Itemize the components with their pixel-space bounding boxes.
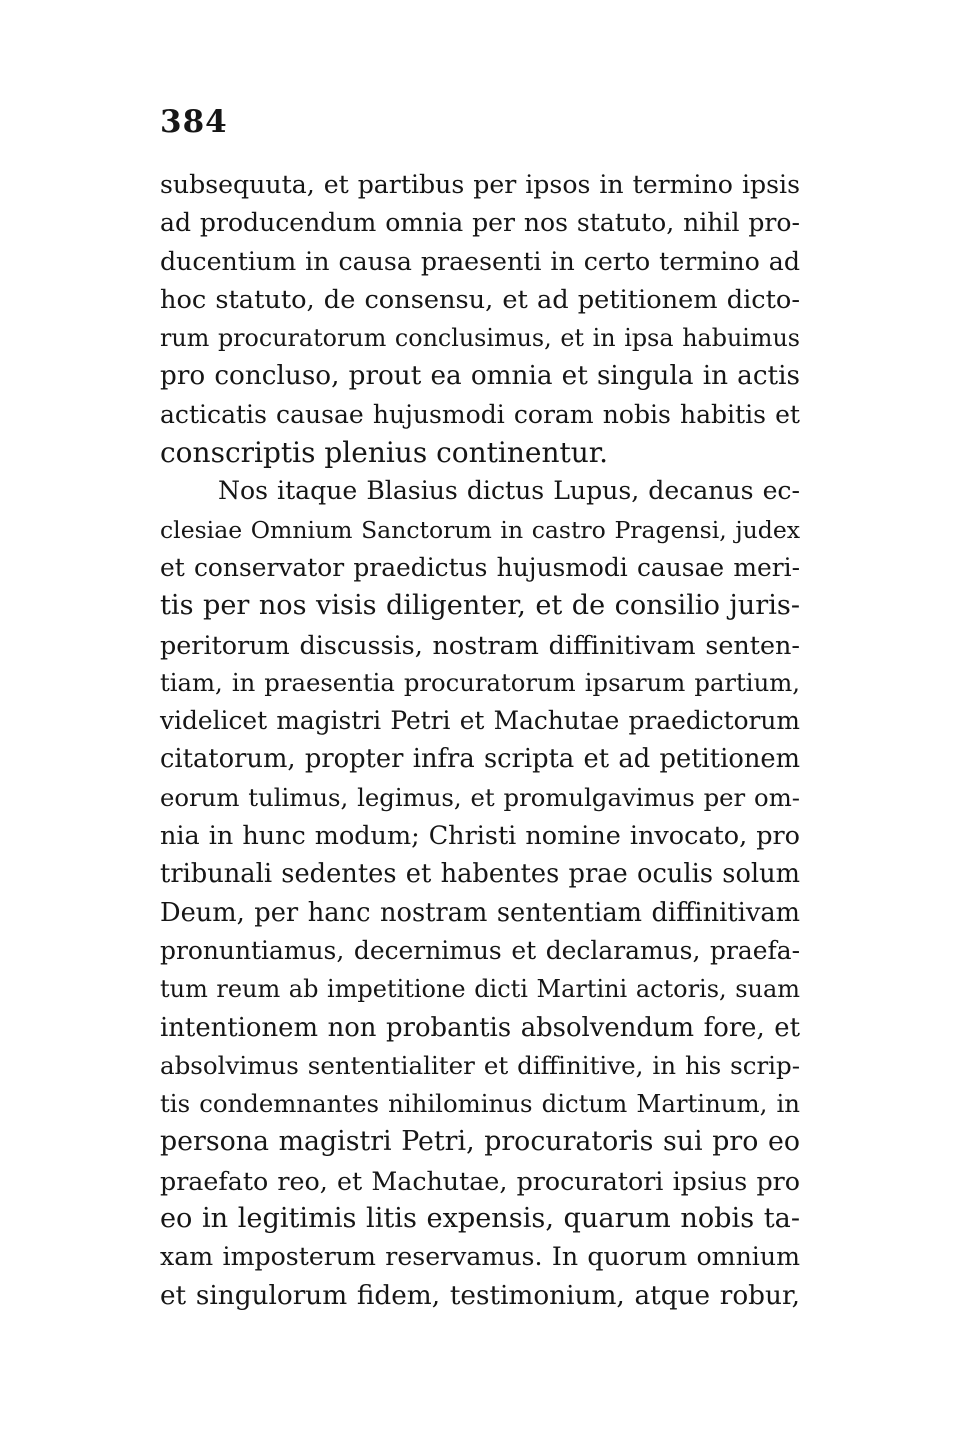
text-line: subsequuta, et partibus per ipsos in termino ipsis (160, 170, 800, 199)
text-line: tis condemnantes nihilominus dictum Martinum, in (160, 1089, 800, 1119)
page-number: 384 (160, 104, 228, 140)
text-line: tum reum ab impetitione dicti Martini actoris, suam (160, 975, 800, 1004)
text-line: Deum, per hanc nostram sententiam diffinitivam (160, 897, 800, 928)
text-line: eorum tulimus, legimus, et promulgavimus per om- (160, 782, 800, 812)
text-line: et conservator praedictus hujusmodi causae meri- (160, 552, 800, 582)
body-text (160, 166, 800, 1315)
text-line: nia in hunc modum; Christi nomine invocato, pro (160, 821, 800, 852)
text-line: videlicet magistri Petri et Machutae praedictorum (160, 706, 800, 736)
text-line: persona magistri Petri, procuratoris sui pro eo (160, 1126, 800, 1158)
text-line: hoc statuto, de consensu, et ad petitionem dicto- (160, 284, 800, 315)
text-line: praefato reo, et Machutae, procuratori ipsius pro (160, 1165, 800, 1196)
text-line: ducentium in causa praesenti in certo termino ad (160, 246, 800, 276)
text-line: ad producendum omnia per nos statuto, nihil pro- (160, 208, 800, 238)
text-line: pronuntiamus, decernimus et declaramus, praefa- (160, 935, 800, 965)
paragraph-end-line: conscriptis plenius continentur. (160, 436, 609, 470)
text-line: pro concluso, prout ea omnia et singula in actis (160, 361, 800, 392)
text-line: clesiae Omnium Sanctorum in castro Pragensi, judex (160, 515, 800, 544)
text-line: citatorum, propter infra scripta et ad petitionem (160, 744, 800, 775)
text-line: rum procuratorum conclusimus, et in ipsa habuimus (160, 324, 800, 353)
text-line: intentionem non probantis absolvendum fore, et (160, 1012, 800, 1043)
text-line: absolvimus sententialiter et diffinitive, in his scrip- (160, 1050, 800, 1080)
text-line: tribunali sedentes et habentes prae oculis solum (160, 859, 800, 890)
text-line: tiam, in praesentia procuratorum ipsarum partium, (160, 667, 800, 697)
text-line: et singulorum fidem, testimonium, atque robur, (160, 1280, 800, 1311)
text-line: acticatis causae hujusmodi coram nobis habitis et (160, 399, 800, 429)
paragraph-start-line: Nos itaque Blasius dictus Lupus, decanus ec- (218, 476, 800, 506)
text-line: tis per nos visis diligenter, et de consilio juris- (160, 590, 800, 622)
text-line: eo in legitimis litis expensis, quarum nobis ta- (160, 1203, 800, 1235)
text-line: xam imposterum reservamus. In quorum omnium (160, 1242, 800, 1272)
text-line: peritorum discussis, nostram diffinitivam senten- (160, 629, 800, 660)
